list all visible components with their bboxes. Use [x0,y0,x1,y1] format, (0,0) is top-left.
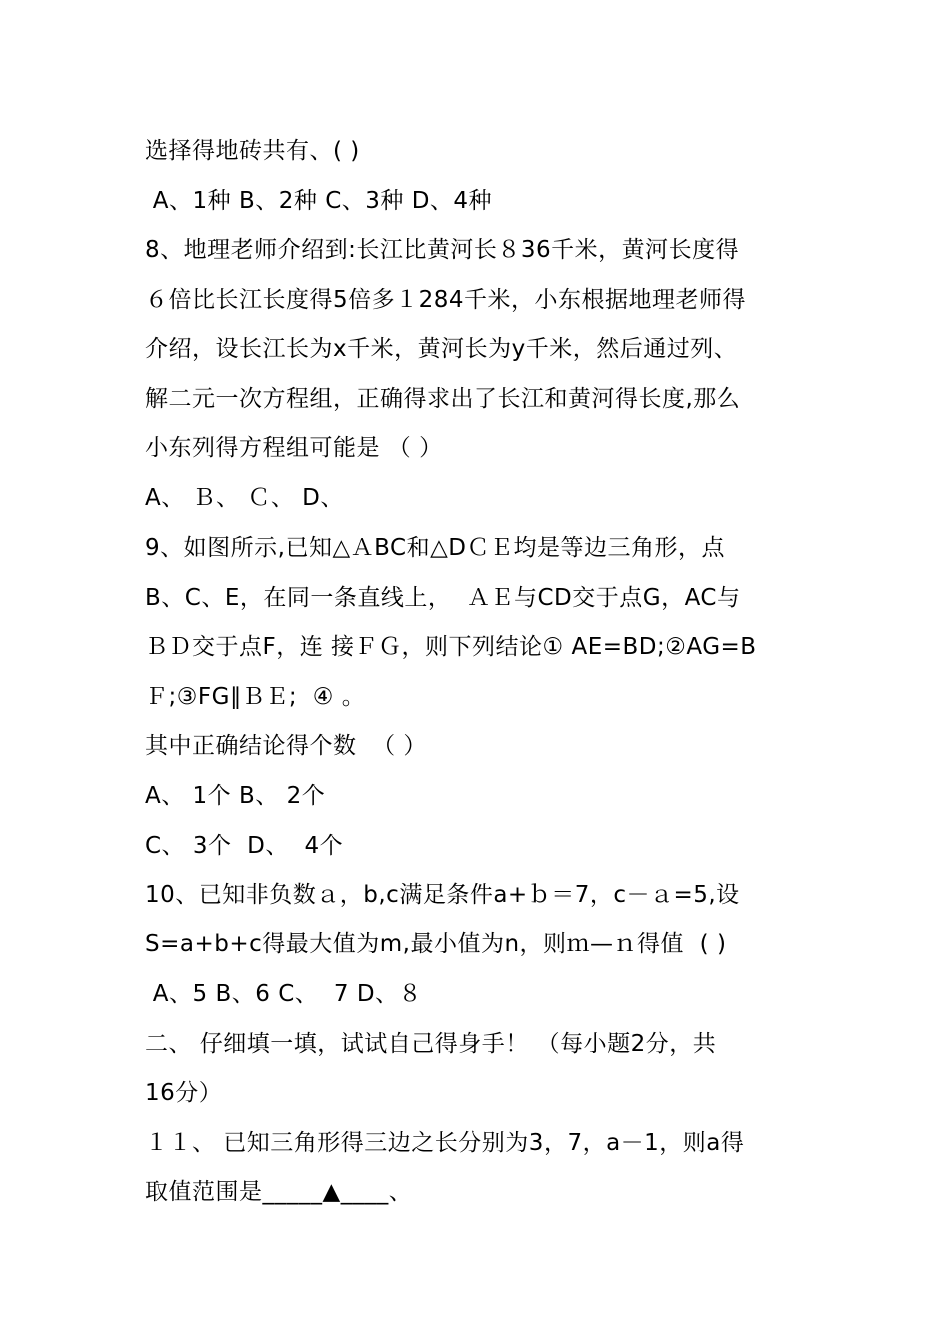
text-line: B、C、E，在同一条直线上， ＡＥ与CD交于点G，AC与 [145,585,741,611]
text-line: A、5 B、6 C、 7 D、８ [145,981,423,1007]
text-line: S=a+b+c得最大值为m,最小值为n，则ｍ—ｎ得值 ( ) [145,931,727,957]
text-line: １１、 已知三角形得三边之长分别为3，7，a－1，则a得 [145,1130,745,1156]
text-line: Ｆ;③FG∥ＢＥ; ④ 。 [145,684,366,710]
text-line: A、 1个 B、 2个 [145,783,326,809]
text-line: A、 Ｂ、 Ｃ、 D、 [145,485,344,511]
text-line: ＢＤ交于点F，连 接ＦＧ，则下列结论① AE=BD;②AG=B [145,634,757,660]
text-line: 16分） [145,1080,223,1106]
text-line: 其中正确结论得个数 （ ） [145,733,427,759]
text-line: 9、如图所示,已知△ＡBC和△DＣＥ均是等边三角形，点 [145,535,725,561]
text-line: 取值范围是_____▲____、 [145,1179,413,1205]
text-line: ６倍比长江长度得5倍多１284千米，小东根据地理老师得 [145,287,747,313]
text-line: 小东列得方程组可能是 （ ） [145,435,443,461]
text-line: A、1种 B、2种 C、3种 D、4种 [145,188,493,214]
text-line: C、 3个 D、 4个 [145,833,344,859]
text-line: 10、已知非负数ａ，b,c满足条件a+ｂ＝7，c－ａ=5,设 [145,882,740,908]
text-line: 选择得地砖共有、( ) [145,138,360,164]
text-line: 解二元一次方程组，正确得求出了长江和黄河得长度,那么 [145,386,741,412]
text-line: 二、 仔细填一填，试试自己得身手！ （每小题2分，共 [145,1031,717,1057]
text-line: 8、地理老师介绍到:长江比黄河长８36千米，黄河长度得 [145,237,740,263]
text-line: 介绍，设长江长为x千米，黄河长为y千米，然后通过列、 [145,336,738,362]
